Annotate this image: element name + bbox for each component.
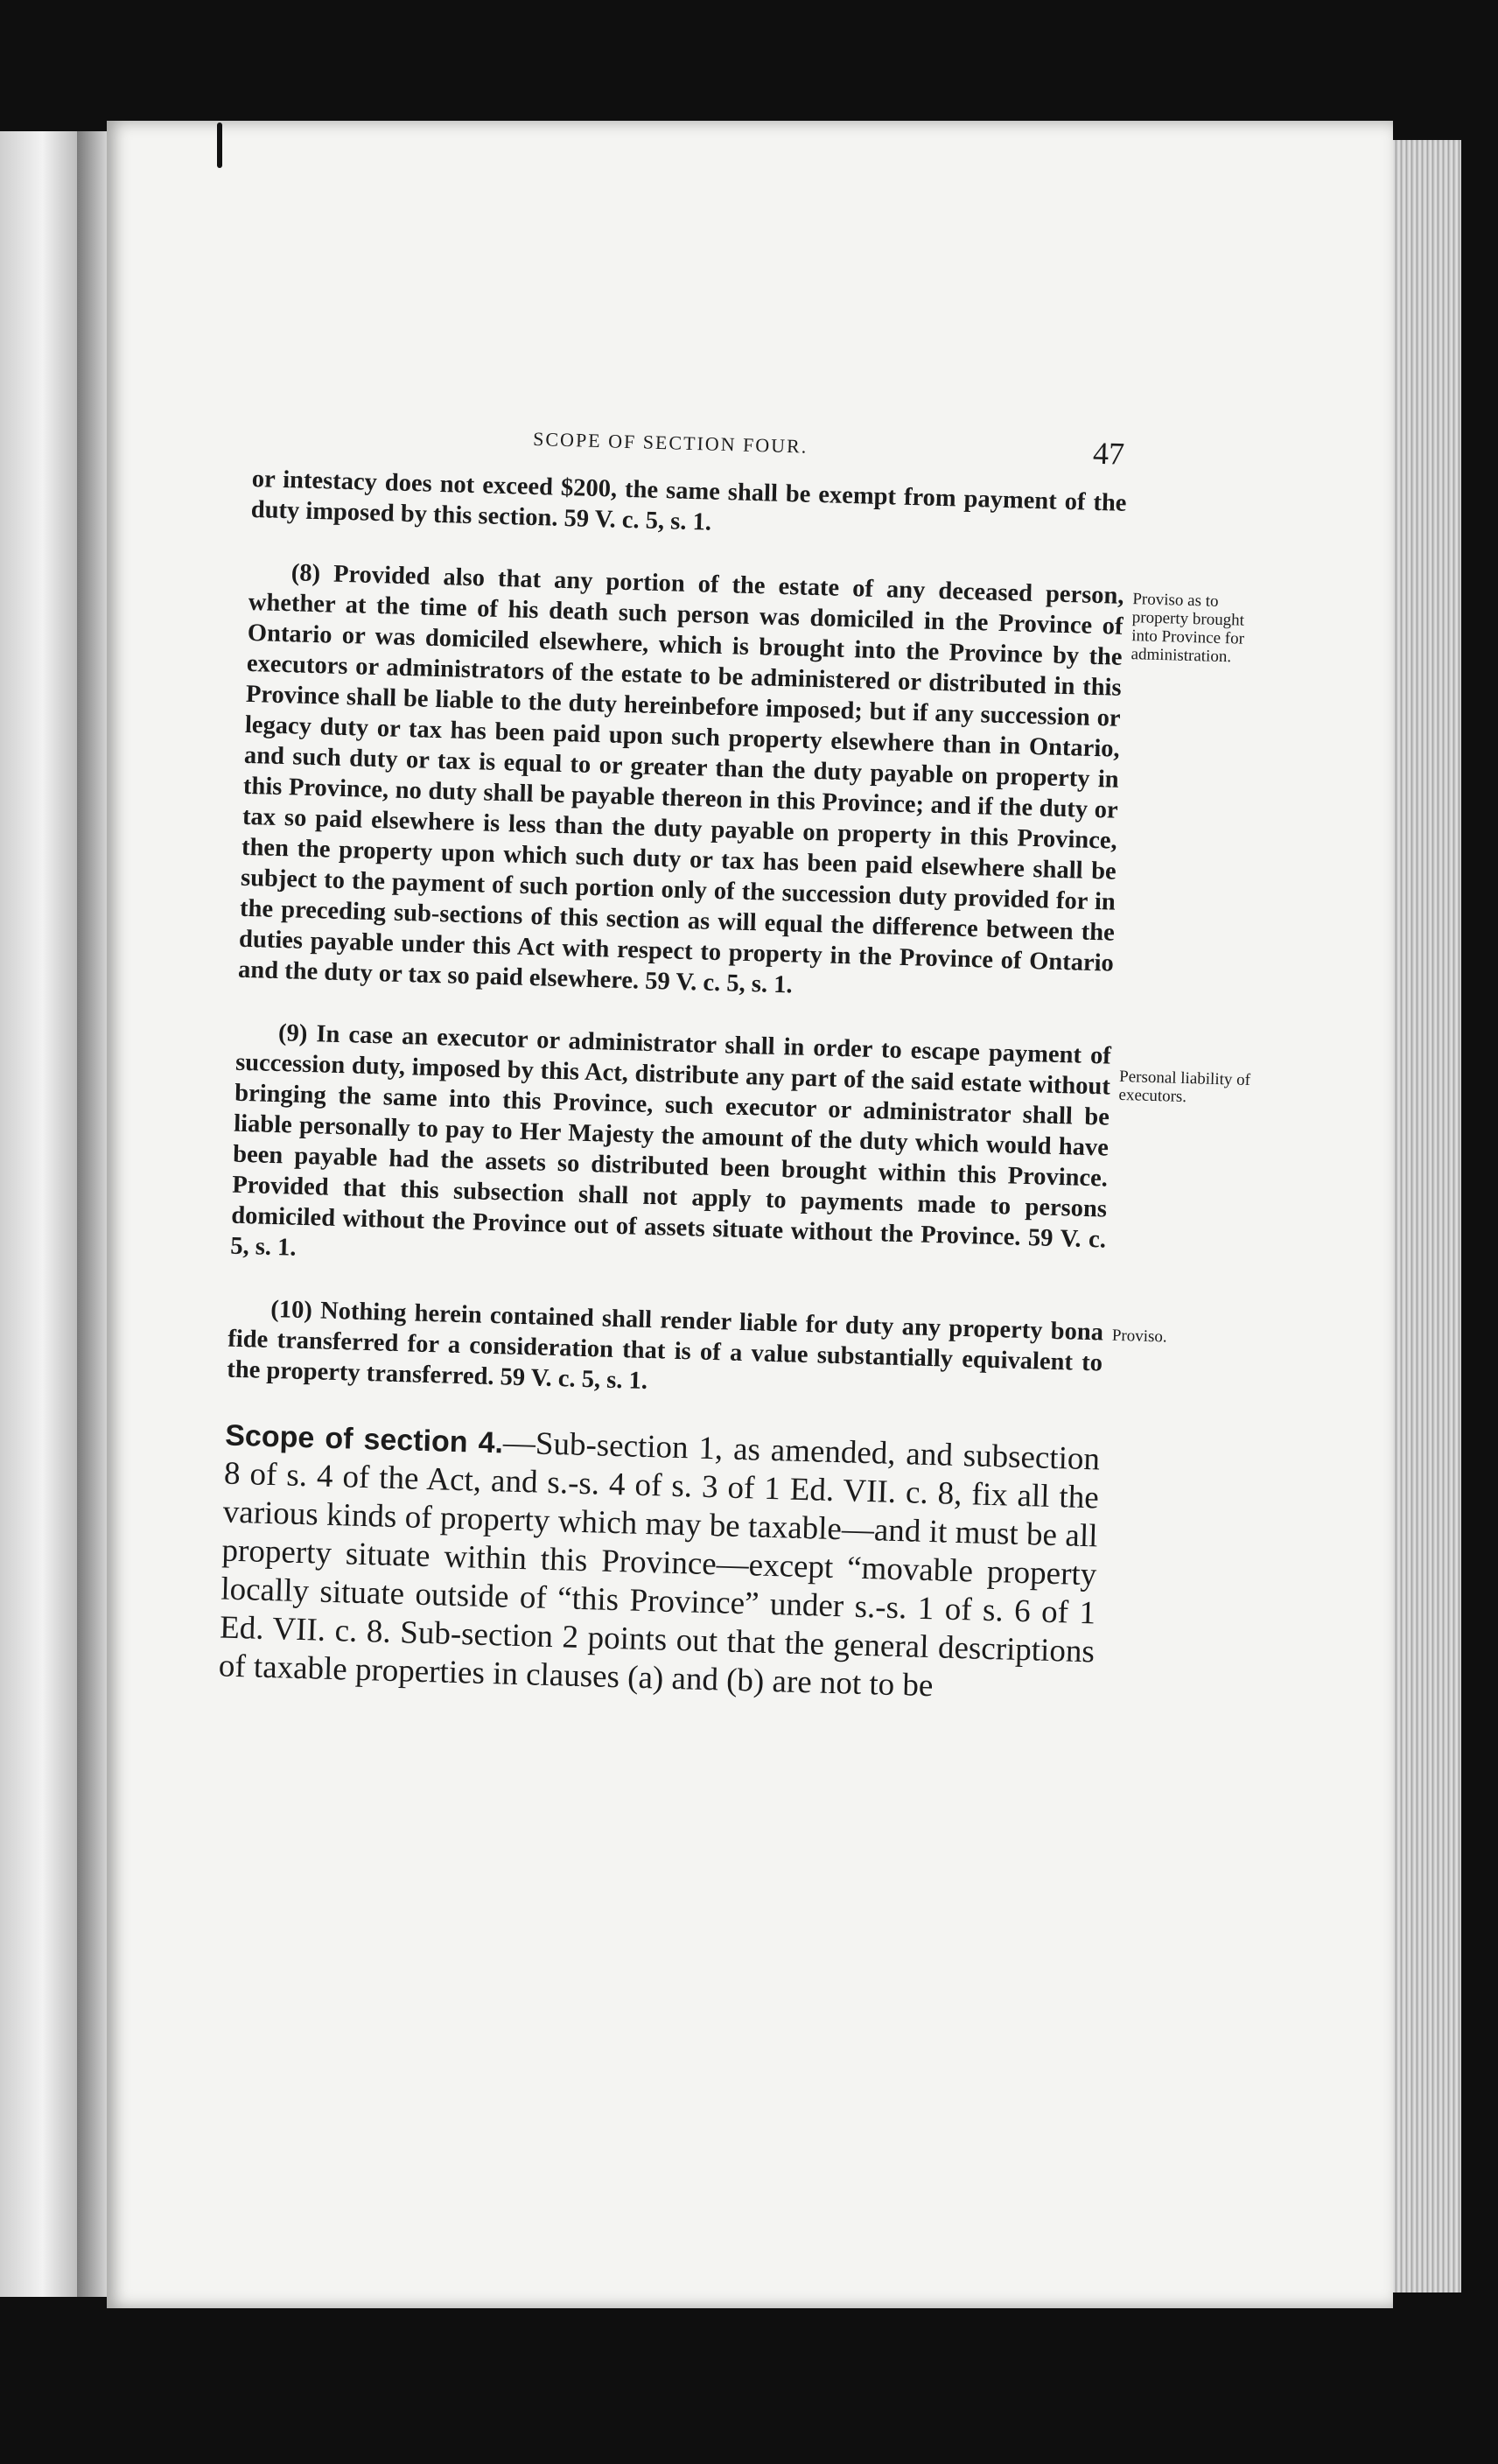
ink-mark xyxy=(217,122,222,168)
page-number: 47 xyxy=(1092,435,1125,472)
margin-note: Proviso. xyxy=(1111,1326,1167,1347)
paragraph xyxy=(237,556,1245,1010)
margin-note: Personal liability of executors. xyxy=(1118,1067,1251,1107)
left-page-edge xyxy=(0,131,77,2297)
paragraph-text: (10) Nothing herein contained shall render liable for duty any property bona fide transferred for a consideration that is of a value substantially equivalent to the property transferred. 59 V. c. 5, s. 1. xyxy=(226,1295,1104,1395)
commentary xyxy=(218,1417,1100,1711)
commentary-heading: Scope of section 4. xyxy=(224,1418,504,1460)
paragraph xyxy=(226,1293,1167,1410)
page-content xyxy=(218,411,1251,1712)
statute-text xyxy=(226,464,1251,1410)
book-gutter xyxy=(77,131,108,2297)
paragraph-text: (8) Provided also that any portion of the estate of any deceased person, whether at the time of his death such person was domiciled in the Province of Ontario or was domiciled elsewhere, which is brought into the Province by the executors or administrators of the estate to be administered or distributed in this Province shall be liable to the duty hereinbefore imposed; but if any succession or legacy duty or tax has been paid upon such property elsewhere than in Ontario, and such duty or tax is equal to or greater than the duty payable on property in this Province, no duty shall be payable thereon in this Province; and if the duty or tax so paid elsewhere is less than the duty payable on property in this Province, then the property upon which such duty or tax has been paid elsewhere shall be subject to the payment of such portion only of the succession duty provided for in the preceding sub-sections of this section as will equal the difference between the duties payable under this Act with respect to property in the Province of Ontario and the duty or tax so paid elsewhere. 59 V. c. 5, s. 1. xyxy=(237,559,1124,999)
paragraph xyxy=(229,1017,1251,1286)
commentary-text: —Sub-section 1, as amended, and subsection 8 of s. 4 of the Act, and s.-s. 4 of s. 3 of 1 Ed. VII. c. 8, fix all the various kinds of property which may be taxable—and it must be all property situate within this Province—except “movable property locally situate outside of “this Province” under s.-s. 1 of s. 6 of 1 Ed. VII. c. 8. Sub-section 2 points out that the general descriptions of taxable properties in clauses (a) and (b) are not to be xyxy=(218,1424,1101,1704)
paragraph-text: (9) In case an executor or administrator shall in order to escape payment of succession duty, imposed by this Act, distribute any part of the said estate without bringing the same into this Province, such executor or administrator shall be liable personally to pay to Her Majesty the amount of the duty which would have been payable had the assets so distributed been brought within this Province. Provided that this subsection shall not apply to payments made to persons domiciled without the Province out of assets situate without the Province. 59 V. c. 5, s. 1. xyxy=(229,1019,1112,1262)
paragraph-text: or intestacy does not exceed $200, the same shall be exempt from payment of the duty imposed by this section. 59 V. c. 5, s. 1. xyxy=(250,465,1127,536)
margin-note: Proviso as to property brought into Province for administration. xyxy=(1130,590,1245,667)
running-head: SCOPE OF SECTION FOUR. xyxy=(532,427,808,458)
